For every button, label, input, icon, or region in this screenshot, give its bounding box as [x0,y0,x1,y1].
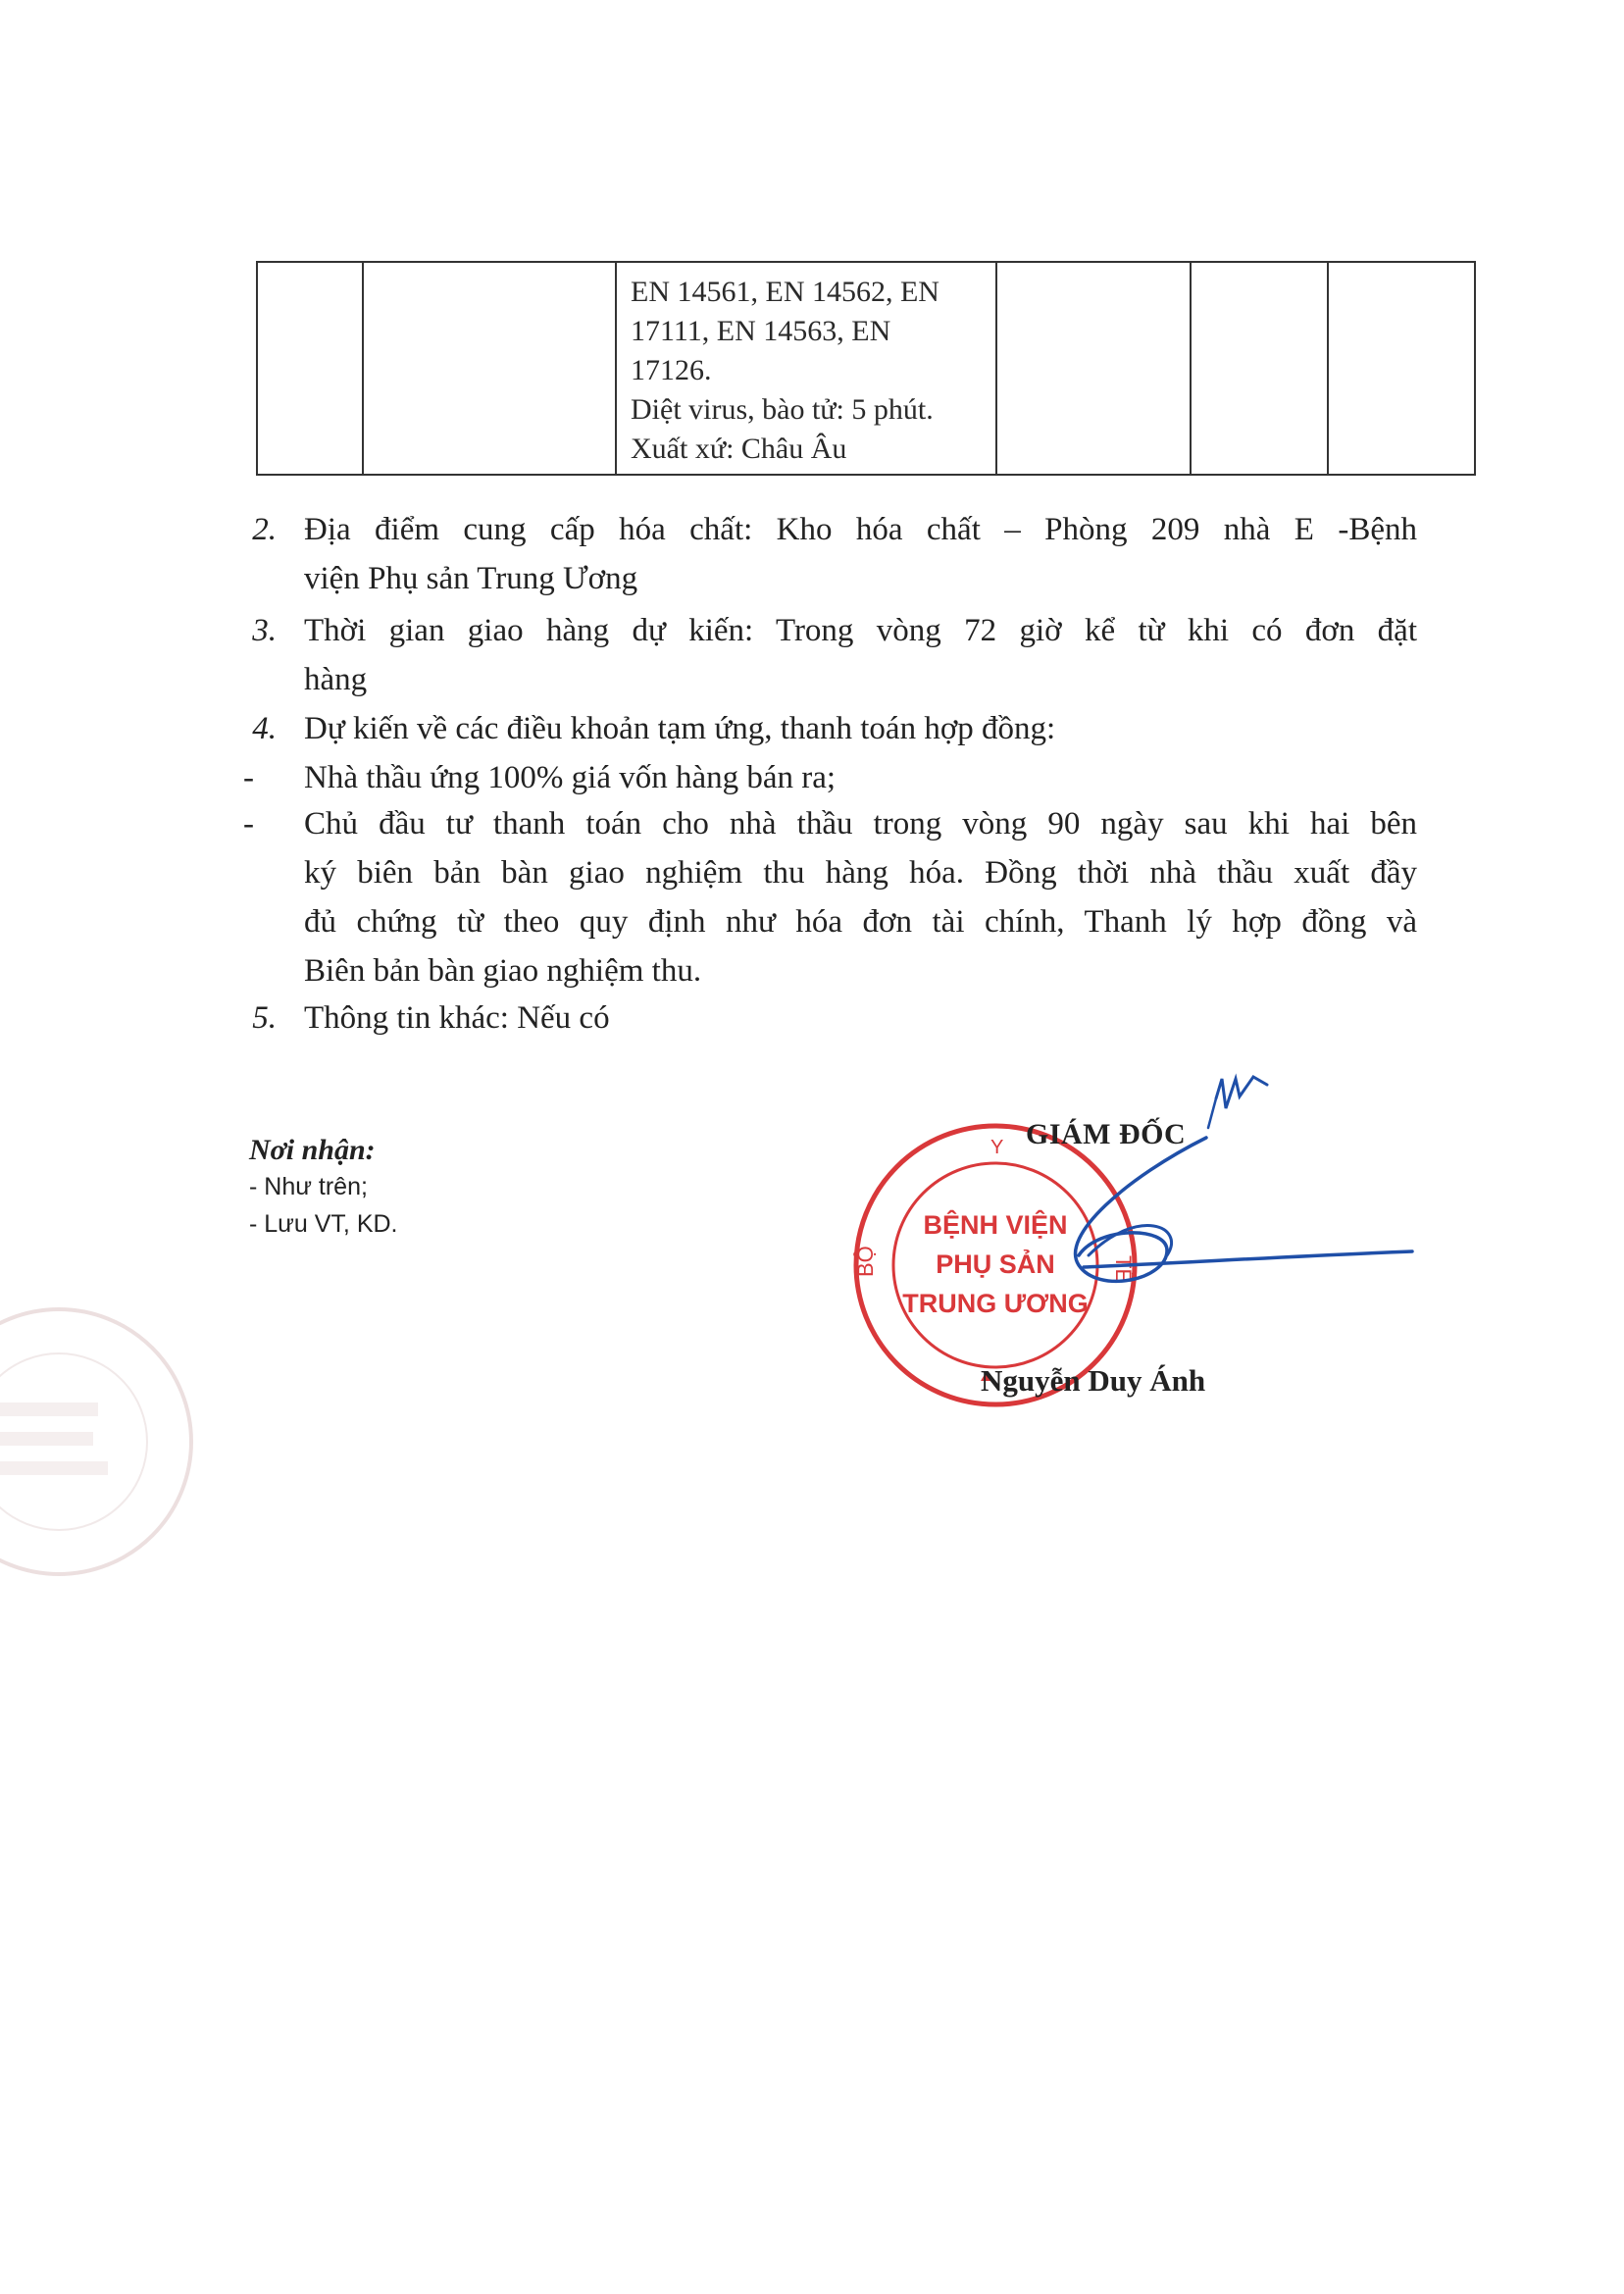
ghost-stamp-image [0,1295,196,1589]
item-other-info [252,994,1417,1043]
spec-line: Xuất xứ: Châu Âu [631,433,847,465]
table-cell-stt [257,262,363,475]
dash-item-payment [243,799,1417,995]
item-number: 3. [252,613,277,648]
spec-line: Diệt virus, bào tử: 5 phút. [631,393,934,426]
spec-table [256,261,1476,476]
signature-image [981,1059,1422,1314]
item-delivery-location [252,505,1417,603]
table-cell-unit [996,262,1191,475]
item-line: Chủ đầu tư thanh toán cho nhà thầu trong vòng 90 ngày sau khi hai bên [304,806,1417,841]
dash-mark: - [243,760,254,795]
item-line: viện Phụ sản Trung Ương [304,561,638,596]
item-payment-terms [252,704,1417,753]
recipient-line: - Như trên; [249,1173,368,1200]
item-line: Thông tin khác: Nếu có [304,1000,610,1036]
item-line: đủ chứng từ theo quy định như hóa đơn tài chính, Thanh lý hợp đồng và [304,904,1417,940]
table-cell-name [363,262,616,475]
table-cell-note [1328,262,1475,475]
recipients-block [249,1134,398,1242]
spec-line: 17111, EN 14563, EN [631,315,891,347]
item-line: Địa điểm cung cấp hóa chất: Kho hóa chất – Phòng 209 nhà E -Bệnh [304,512,1417,547]
stamp-top-text: Y [990,1137,1004,1158]
recipients-title: Nơi nhận: [249,1134,376,1166]
item-line: Thời gian giao hàng dự kiến: Trong vòng 72 giờ kể từ khi có đơn đặt [304,613,1417,648]
item-number: 5. [252,1000,277,1036]
recipient-line: - Lưu VT, KD. [249,1210,398,1238]
spec-line: EN 14561, EN 14562, EN [631,276,939,308]
item-line: Biên bản bàn giao nghiệm thu. [304,953,702,989]
spec-line: 17126. [631,354,712,386]
stamp-line: BỆNH VIỆN [923,1210,1068,1240]
stamp-left-text: BỘ [853,1246,878,1277]
table-cell-qty [1191,262,1328,475]
item-line: Dự kiến về các điều khoản tạm ứng, thanh toán hợp đồng: [304,711,1056,746]
item-number: 4. [252,711,277,746]
stamp-line: PHỤ SẢN [936,1249,1055,1279]
table-cell-spec [616,262,996,475]
stamp-line: TRUNG ƯƠNG [902,1289,1089,1318]
dash-item-advance [243,753,1417,802]
stamp-right-text: TẾ [1111,1255,1136,1284]
item-line: Nhà thầu ứng 100% giá vốn hàng bán ra; [304,760,837,795]
dash-mark: - [243,806,254,841]
signer-name: Nguyễn Duy Ánh [981,1363,1206,1398]
item-delivery-time [252,606,1417,704]
signer-position: GIÁM ĐỐC [1026,1118,1187,1150]
item-number: 2. [252,512,277,547]
item-line: ký biên bản bàn giao nghiệm thu hàng hóa. Đồng thời nhà thầu xuất đầy [304,855,1417,891]
item-line: hàng [304,662,368,697]
